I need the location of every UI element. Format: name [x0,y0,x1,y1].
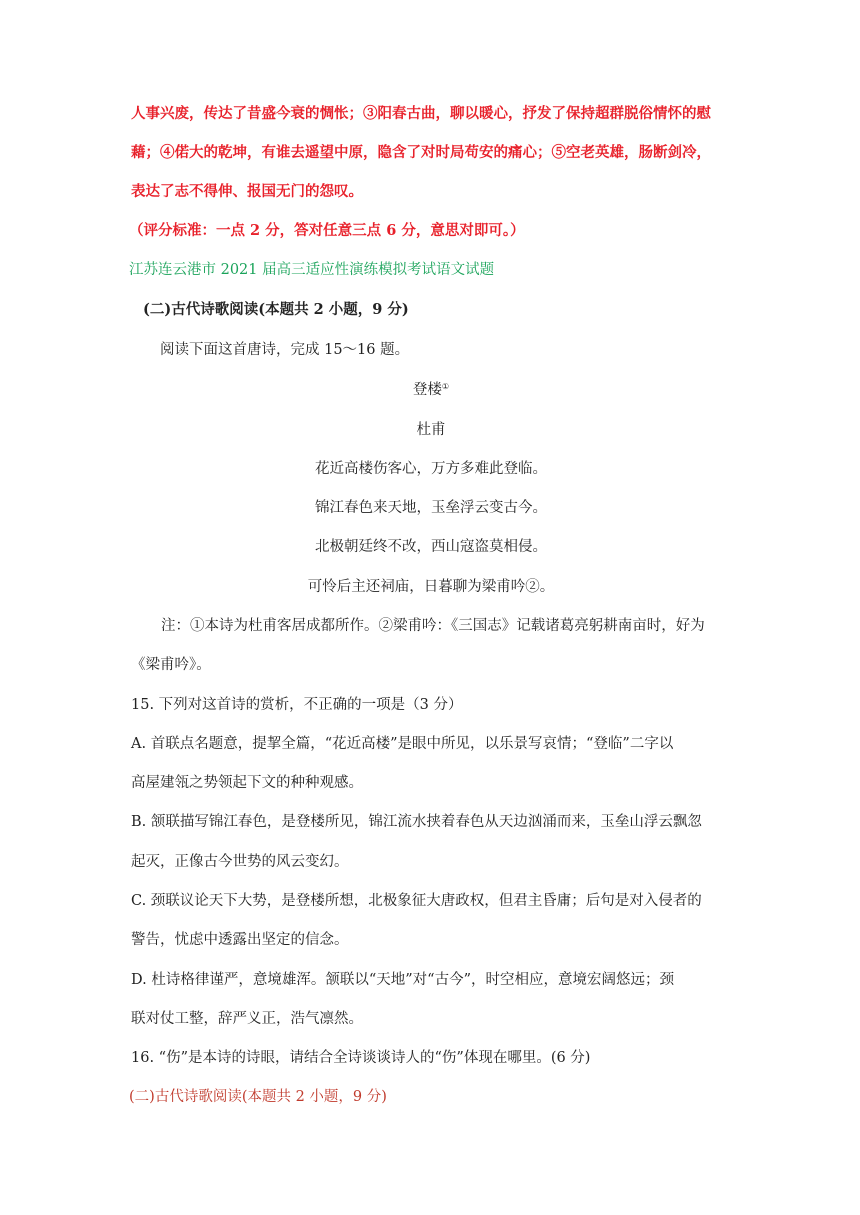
poem-title-note-mark: ① [441,382,450,391]
footer-section-heading: (二)古代诗歌阅读(本题共 2 小题，9 分) [129,1089,387,1105]
question-15-stem: 15. 下列对这首诗的赏析，不正确的一项是（3 分） [131,697,463,713]
poem-line: 花近高楼伤客心，万方多难此登临。 [315,461,547,477]
note-line-1: 注：①本诗为杜甫客居成都所作。②梁甫吟：《三国志》记载诸葛亮躬耕南亩时，好为 [161,618,705,634]
option-c-line-2: 警告，忧虑中透露出坚定的信念。 [131,932,349,948]
poem-line: 锦江春色来天地，玉垒浮云变古今。 [315,500,547,516]
answer-line-1: 人事兴废，传达了昔盛今衰的惆怅；③阳春古曲，聊以暖心，抒发了保持超群脱俗情怀的慰 [131,105,711,122]
option-b-line-2: 起灭，正像古今世势的风云变幻。 [131,854,349,870]
poem-title [131,380,731,400]
source-title: 江苏连云港市 2021 届高三适应性演练模拟考试语文试题 [129,262,495,278]
option-b-line-1: B. 颔联描写锦江春色，是登楼所见，锦江流水挟着春色从天边汹涌而来，玉垒山浮云飘忽 [131,814,702,830]
instruction: 阅读下面这首唐诗，完成 15～16 题。 [160,342,410,358]
option-a-line-2: 高屋建瓴之势领起下文的种种观感。 [131,775,363,791]
scoring-standard: （评分标准：一点 2 分，答对任意三点 6 分，意思对即可。） [129,222,525,239]
option-c-line-1: C. 颈联议论天下大势，是登楼所想，北极象征大唐政权，但君主昏庸；后句是对入侵者的 [131,893,702,909]
poem-title-text: 登楼 [412,382,442,398]
section-heading: (二)古代诗歌阅读(本题共 2 小题，9 分) [143,301,409,318]
note-line-2: 《梁甫吟》。 [131,657,211,673]
poem-line: 北极朝廷终不改，西山寇盗莫相侵。 [315,539,547,555]
option-a-line-1: A. 首联点名题意，提挈全篇，“花近高楼”是眼中所见，以乐景写哀情；“登临”二字以 [131,736,674,752]
answer-line-3: 表达了志不得伸、报国无门的怨叹。 [131,183,363,200]
option-d-line-1: D. 杜诗格律谨严，意境雄浑。颔联以“天地”对“古今”，时空相应，意境宏阔悠远；颈 [131,972,674,988]
option-d-line-2: 联对仗工整，辞严义正，浩气凛然。 [131,1011,363,1027]
poem-author: 杜甫 [416,422,446,438]
answer-line-2: 藉；④偌大的乾坤，有谁去遥望中原，隐含了对时局苟安的痛心；⑤空老英雄，肠断剑冷， [131,144,711,161]
question-16-stem: 16. “伤”是本诗的诗眼，请结合全诗谈谈诗人的“伤”体现在哪里。(6 分) [131,1050,591,1066]
poem-line: 可怜后主还祠庙，日暮聊为梁甫吟②。 [307,579,555,595]
